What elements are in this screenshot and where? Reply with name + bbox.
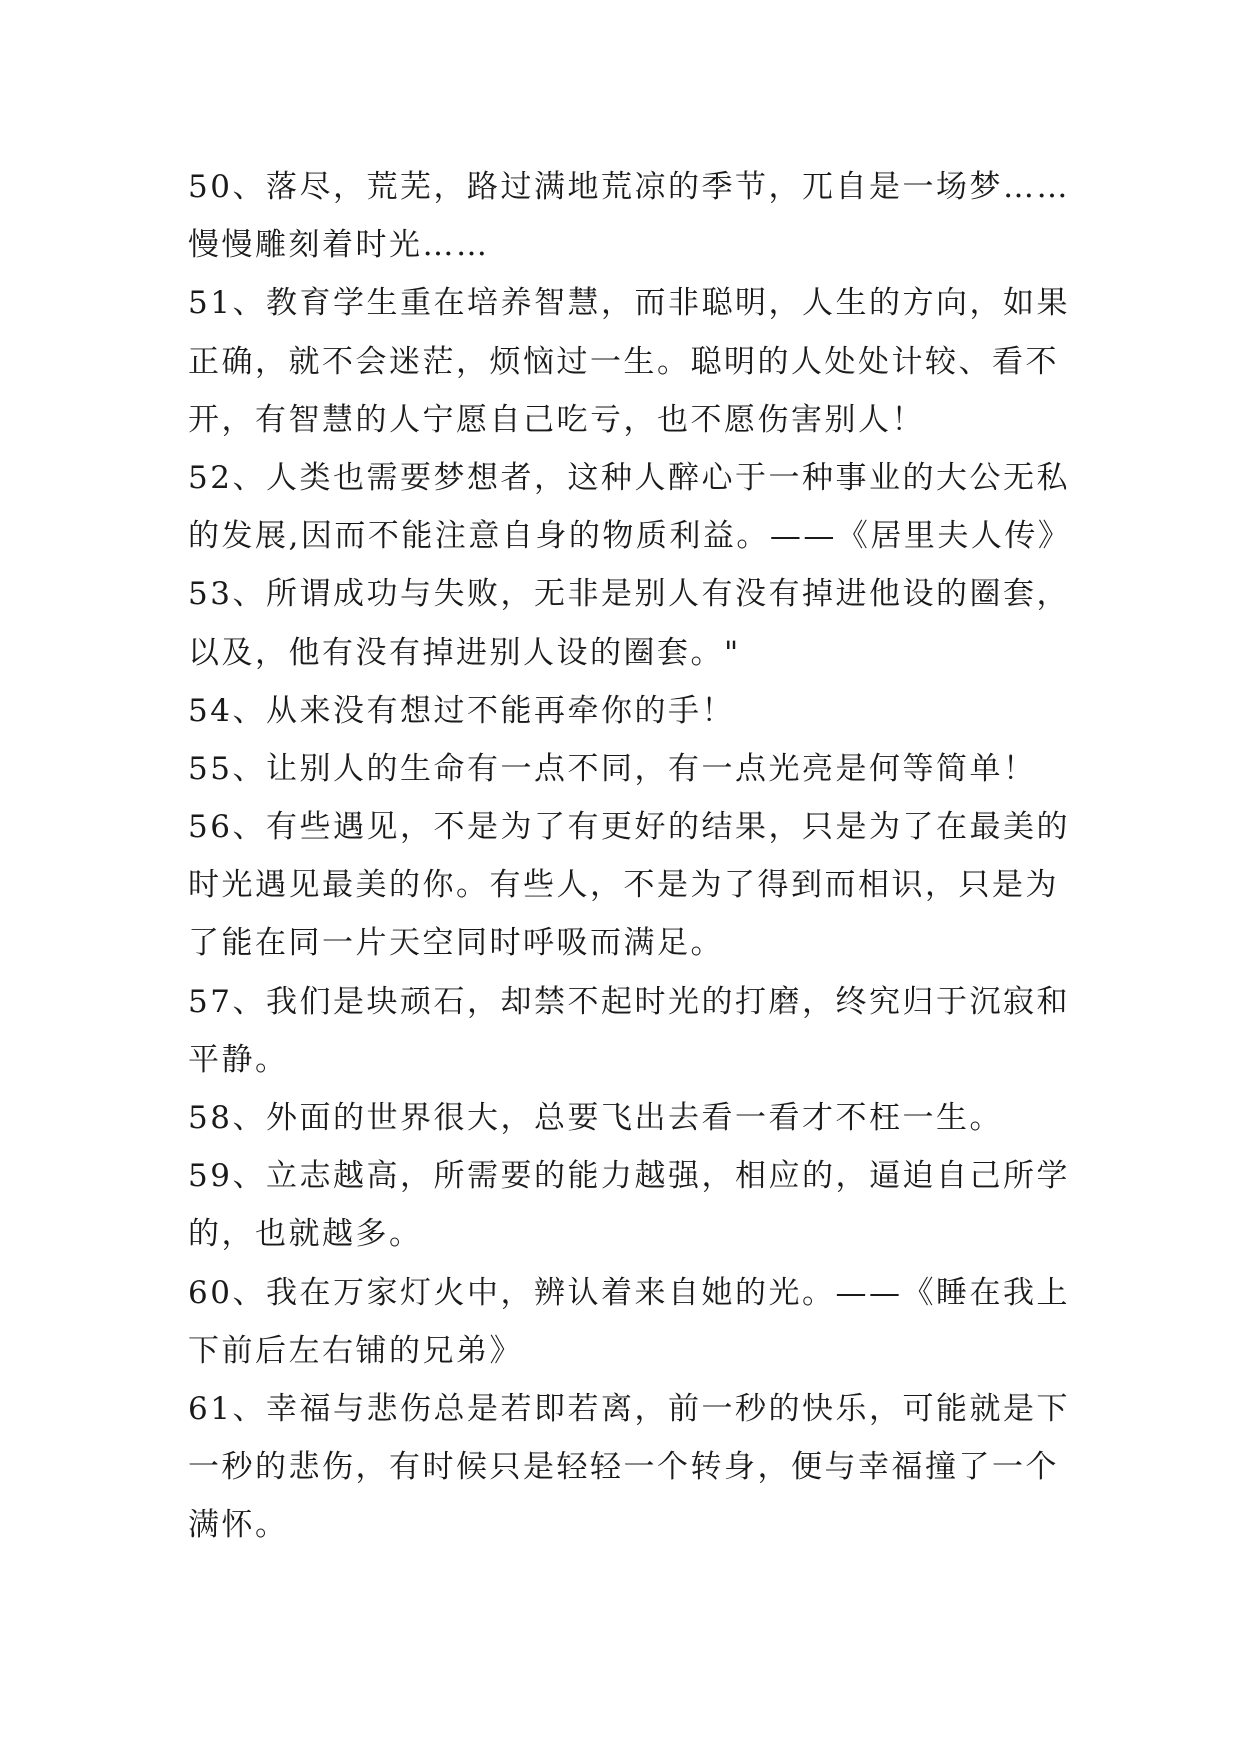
text-line: 55、让别人的生命有一点不同，有一点光亮是何等简单！ — [188, 750, 1037, 787]
text-line: 开，有智慧的人宁愿自己吃亏，也不愿伤害别人！ — [188, 401, 925, 438]
text-line: 的，也就越多。 — [188, 1216, 423, 1253]
text-line: 了能在同一片天空同时呼吸而满足。 — [188, 925, 724, 962]
text-line: 52、人类也需要梦想者，这种人醉心于一种事业的大公无私 — [188, 459, 1070, 496]
quote-text-block — [188, 158, 1072, 1555]
text-line: 以及，他有没有掉进别人设的圈套。" — [188, 634, 741, 671]
text-line: 59、立志越高，所需要的能力越强，相应的，逼迫自己所学 — [188, 1158, 1070, 1195]
text-line: 下前后左右铺的兄弟》 — [188, 1332, 523, 1369]
text-line: 平静。 — [188, 1041, 289, 1078]
text-line: 58、外面的世界很大，总要飞出去看一看才不枉一生。 — [188, 1100, 1003, 1136]
text-line: 慢慢雕刻着时光…… — [188, 227, 490, 264]
text-line: 60、我在万家灯火中，辨认着来自她的光。——《睡在我上 — [188, 1274, 1070, 1311]
text-line: 一秒的悲伤，有时候只是轻轻一个转身，便与幸福撞了一个 — [188, 1449, 1059, 1486]
text-line: 满怀。 — [188, 1507, 289, 1544]
text-line: 57、我们是块顽石，却禁不起时光的打磨，终究归于沉寂和 — [188, 983, 1070, 1020]
text-line: 54、从来没有想过不能再牵你的手！ — [188, 692, 735, 729]
text-line: 56、有些遇见，不是为了有更好的结果，只是为了在最美的 — [188, 809, 1070, 846]
text-line: 正确，就不会迷茫，烦恼过一生。聪明的人处处计较、看不 — [188, 343, 1059, 380]
text-line: 51、教育学生重在培养智慧，而非聪明，人生的方向，如果 — [188, 285, 1070, 322]
text-line: 53、所谓成功与失败，无非是别人有没有掉进他设的圈套， — [188, 576, 1070, 613]
text-line: 61、幸福与悲伤总是若即若离，前一秒的快乐，可能就是下 — [188, 1390, 1070, 1427]
text-line: 50、落尽，荒芜，路过满地荒凉的季节，兀自是一场梦…… — [188, 169, 1070, 205]
text-line: 时光遇见最美的你。有些人，不是为了得到而相识，只是为 — [188, 867, 1059, 904]
text-line: 的发展,因而不能注意自身的物质利益。——《居里夫人传》 — [188, 518, 1072, 555]
